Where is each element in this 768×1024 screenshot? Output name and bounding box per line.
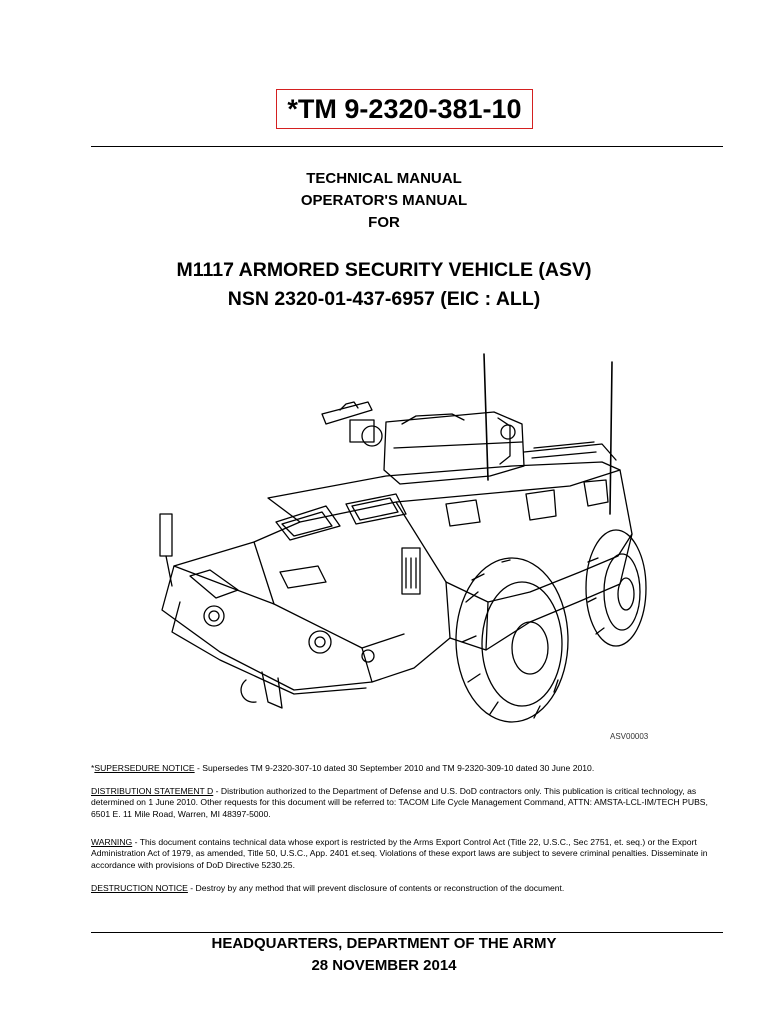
vehicle-title-block — [0, 256, 768, 314]
illustration-code: ASV00003 — [610, 732, 649, 741]
tm-number: *TM 9-2320-381-10 — [287, 94, 522, 124]
vehicle-illustration — [150, 352, 650, 732]
footer-block — [0, 933, 768, 977]
supersedure-text: - Supersedes TM 9-2320-307-10 dated 30 September 2010 and TM 9-2320-309-10 dated 30 June 2010. — [194, 763, 595, 773]
warning-notice — [91, 837, 723, 871]
destruction-text: - Destroy by any method that will prevent disclosure of contents or reconstruction of the document. — [187, 883, 565, 893]
vehicle-title: M1117 ARMORED SECURITY VEHICLE (ASV) — [176, 259, 592, 281]
supersedure-notice — [91, 763, 723, 774]
manual-type-line-2: OPERATOR'S MANUAL — [300, 192, 468, 209]
distribution-label: DISTRIBUTION STATEMENT D — [91, 786, 214, 796]
manual-type-line-3: FOR — [368, 214, 400, 231]
manual-type-heading — [0, 168, 768, 234]
warning-label: WARNING — [91, 837, 133, 847]
supersedure-label: SUPERSEDURE NOTICE — [94, 763, 195, 773]
supersedure-prefix: * — [91, 763, 95, 773]
distribution-text: - Distribution authorized to the Department of Defense and U.S. DoD contractors only. This publication is critical technology, as determined on 1 June 2010. Other requests for this document will be referred to: TACOM Life Cycle Management Command, ATTN: AMSTA-LCL-IM/TECH PUBS, 6501 E. 11 Mile Road, Warren, MI 48397-5000. — [91, 786, 708, 819]
tm-number-box — [276, 89, 533, 129]
vehicle-nsn: NSN 2320-01-437-6957 (EIC : ALL) — [227, 288, 541, 310]
top-divider — [91, 146, 723, 147]
distribution-statement — [91, 786, 723, 820]
footer-issuer: HEADQUARTERS, DEPARTMENT OF THE ARMY — [211, 935, 557, 952]
footer-date: 28 NOVEMBER 2014 — [311, 957, 457, 974]
manual-type-line-1: TECHNICAL MANUAL — [306, 170, 462, 187]
destruction-label: DESTRUCTION NOTICE — [91, 883, 188, 893]
warning-text: - This document contains technical data whose export is restricted by the Arms Export Control Act (Title 22, U.S.C., Sec 2751, et. seq.) or the Export Administration Act of 1979, as amended, Title 50, U.S.C., App. 2401 et.seq. Violations of these export laws are subject to severe criminal penalties. Disseminate in accordance with provisions of DoD Directive 5230.25. — [91, 837, 708, 870]
destruction-notice — [91, 883, 723, 894]
